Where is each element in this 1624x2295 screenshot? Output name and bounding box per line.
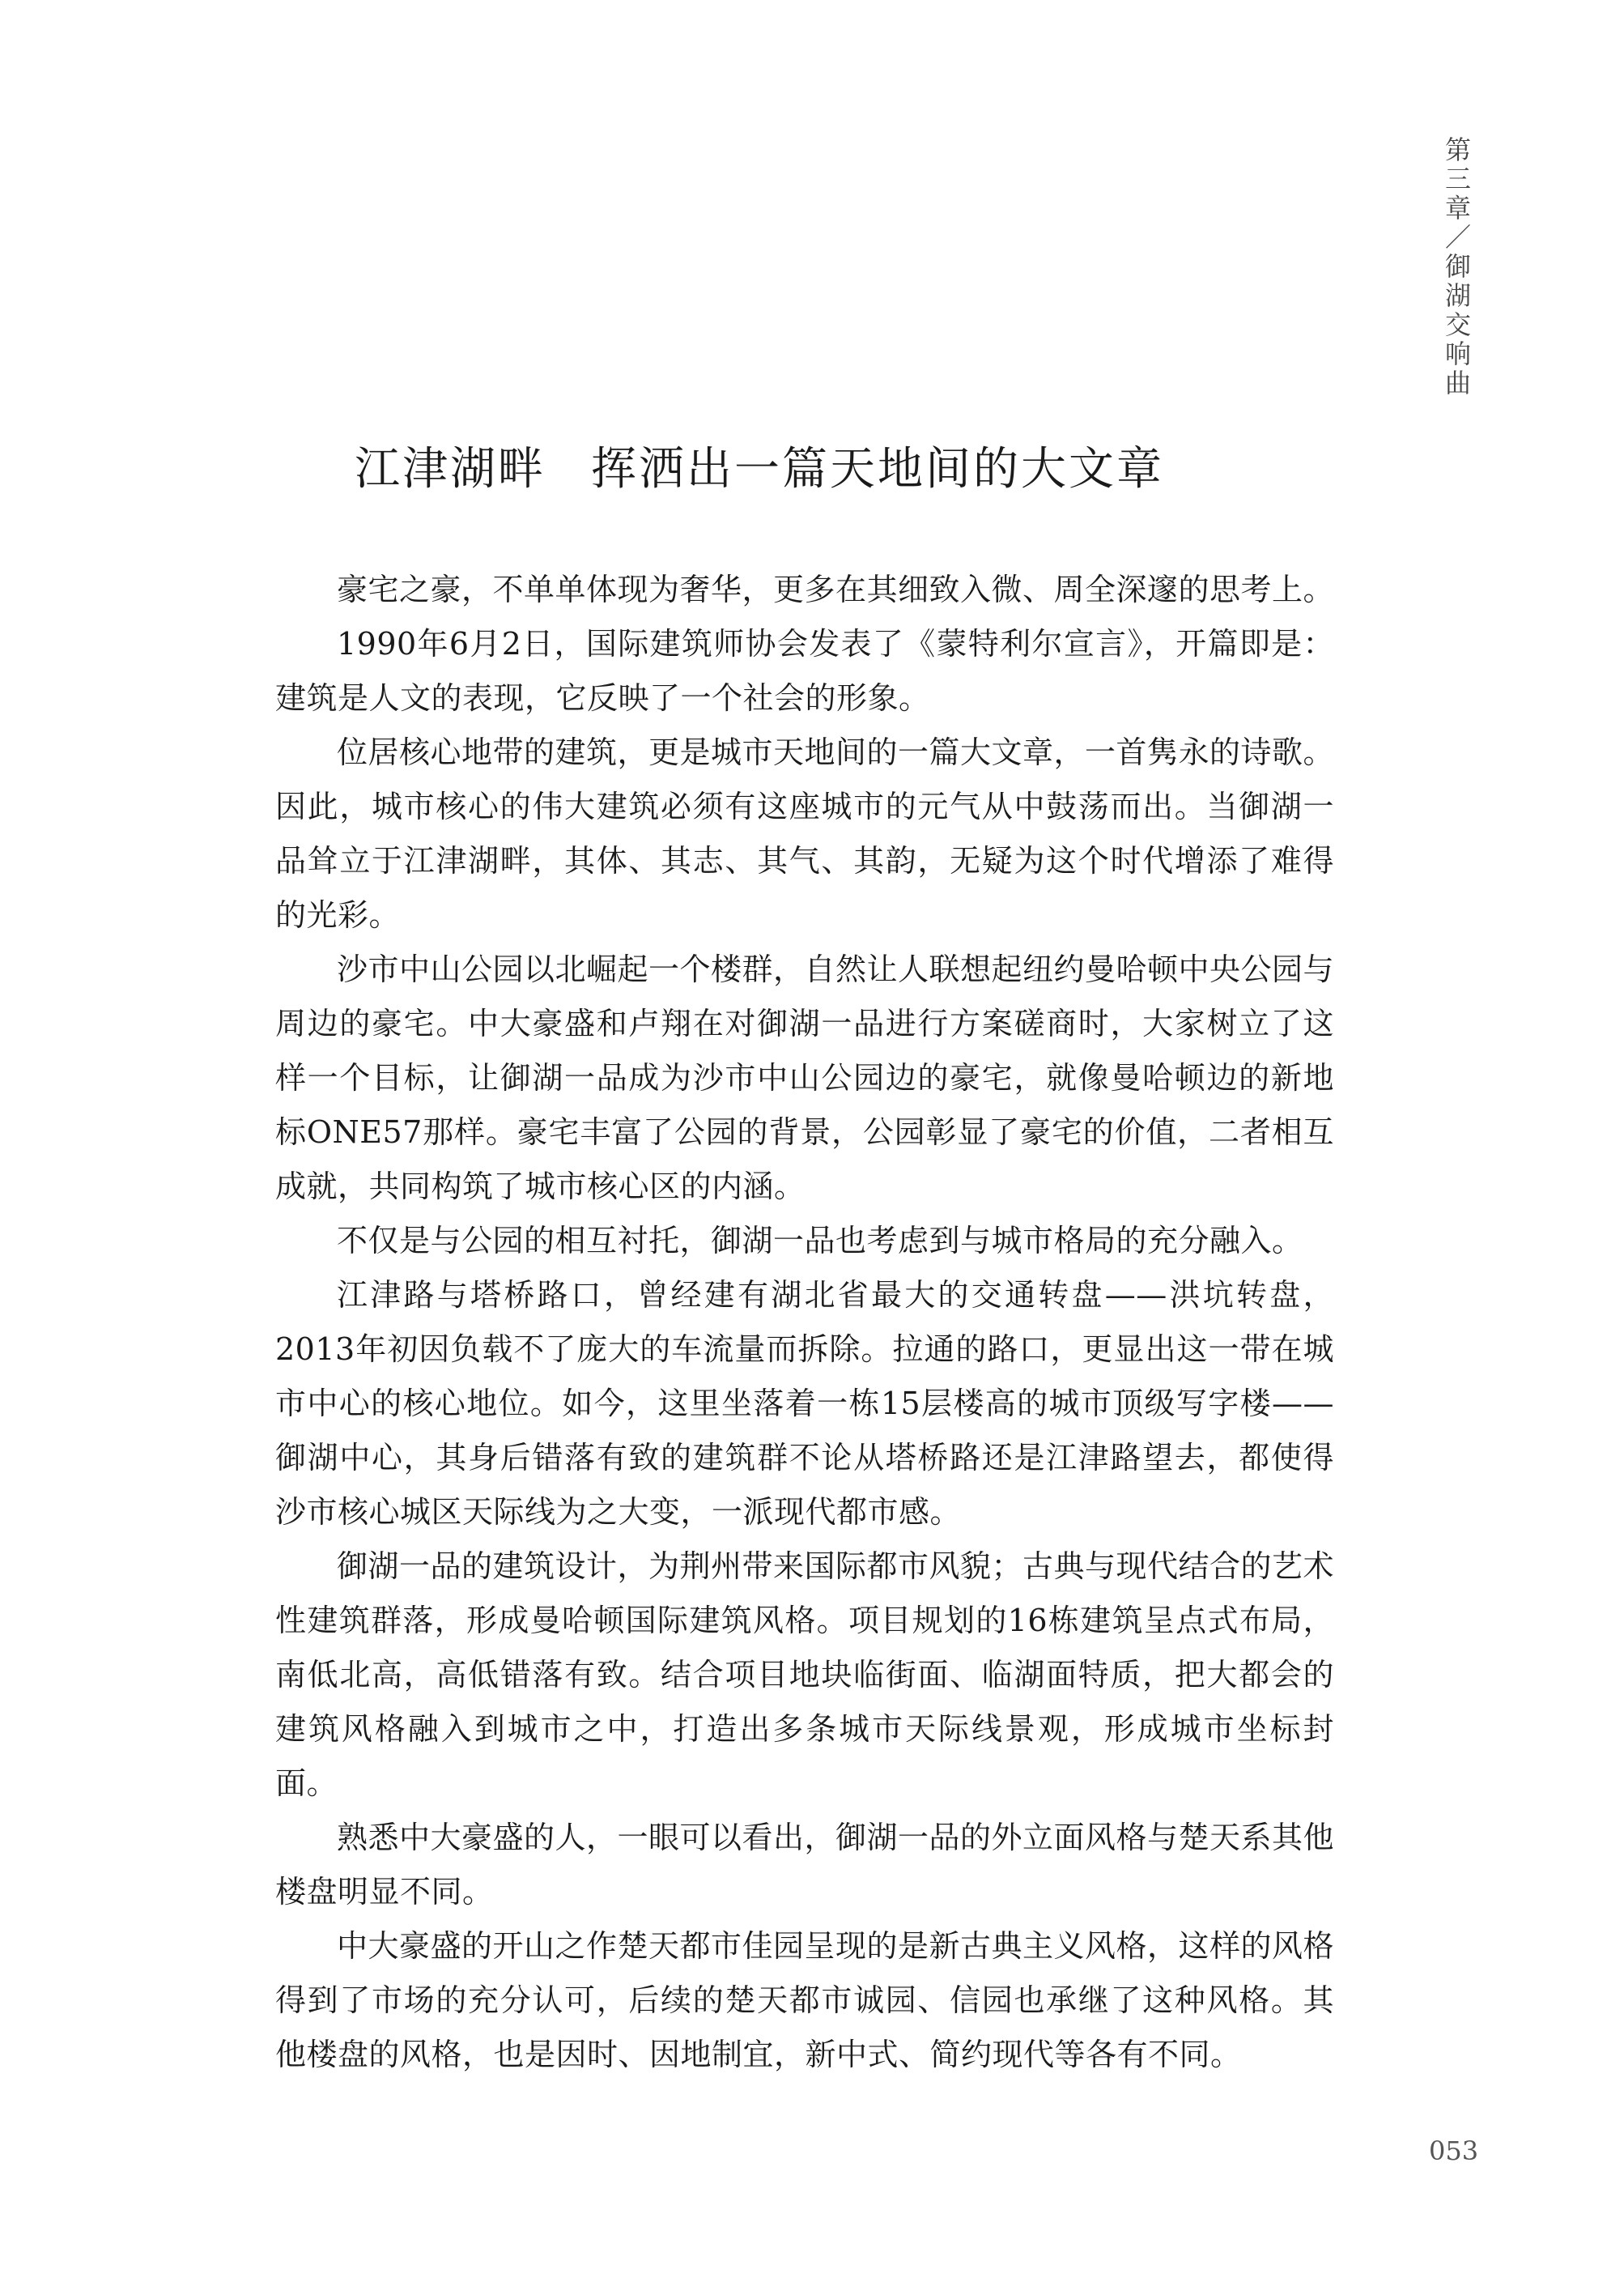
paragraph: 豪宅之豪，不单单体现为奢华，更多在其细致入微、周全深邃的思考上。	[337, 572, 1335, 607]
chapter-title-part1: 江津湖畔	[355, 443, 546, 496]
running-head: 第三章／御湖交响曲	[1441, 136, 1472, 398]
paragraph: 位居核心地带的建筑，更是城市天地间的一篇大文章，一首隽永的诗歌。因此，城市核心的伟大建筑必须有这座城市的元气从中鼓荡而出。当御湖一品耸立于江津湖畔，其体、其志、其气、其韵，无疑为这个时代增添了难得的光彩。	[275, 734, 1335, 933]
body-text	[275, 563, 1334, 2082]
paragraph: 御湖一品的建筑设计，为荆州带来国际都市风貌；古典与现代结合的艺术性建筑群落，形成曼哈顿国际建筑风格。项目规划的16栋建筑呈点式布局，南低北高，高低错落有致。结合项目地块临街面、临湖面特质，把大都会的建筑风格融入到城市之中，打造出多条城市天际线景观，形成城市坐标封面。	[275, 1548, 1335, 1801]
paragraph: 不仅是与公园的相互衬托，御湖一品也考虑到与城市格局的充分融入。	[337, 1223, 1303, 1258]
chapter-title-part2: 挥洒出一篇天地间的大文章	[591, 443, 1164, 496]
paragraph: 中大豪盛的开山之作楚天都市佳园呈现的是新古典主义风格，这样的风格得到了市场的充分认可，后续的楚天都市诚园、信园也承继了这种风格。其他楼盘的风格，也是因时、因地制宜，新中式、简约现代等各有不同。	[275, 1928, 1335, 2072]
paragraph: 1990年6月2日，国际建筑师协会发表了《蒙特利尔宣言》，开篇即是：建筑是人文的表现，它反映了一个社会的形象。	[275, 626, 1334, 716]
paragraph: 江津路与塔桥路口，曾经建有湖北省最大的交通转盘——洪坑转盘，2013年初因负载不了庞大的车流量而拆除。拉通的路口，更显出这一带在城市中心的核心地位。如今，这里坐落着一栋15层楼高的城市顶级写字楼——御湖中心，其身后错落有致的建筑群不论从塔桥路还是江津路望去，都使得沙市核心城区天际线为之大变，一派现代都市感。	[275, 1277, 1334, 1530]
page-number: 053	[1429, 2135, 1479, 2166]
paragraph: 沙市中山公园以北崛起一个楼群，自然让人联想起纽约曼哈顿中央公园与周边的豪宅。中大豪盛和卢翔在对御湖一品进行方案磋商时，大家树立了这样一个目标，让御湖一品成为沙市中山公园边的豪宅，就像曼哈顿边的新地标ONE57那样。豪宅丰富了公园的背景，公园彰显了豪宅的价值，二者相互成就，共同构筑了城市核心区的内涵。	[275, 952, 1335, 1204]
chapter-title	[355, 437, 1326, 502]
paragraph: 熟悉中大豪盛的人，一眼可以看出，御湖一品的外立面风格与楚天系其他楼盘明显不同。	[275, 1820, 1335, 1910]
